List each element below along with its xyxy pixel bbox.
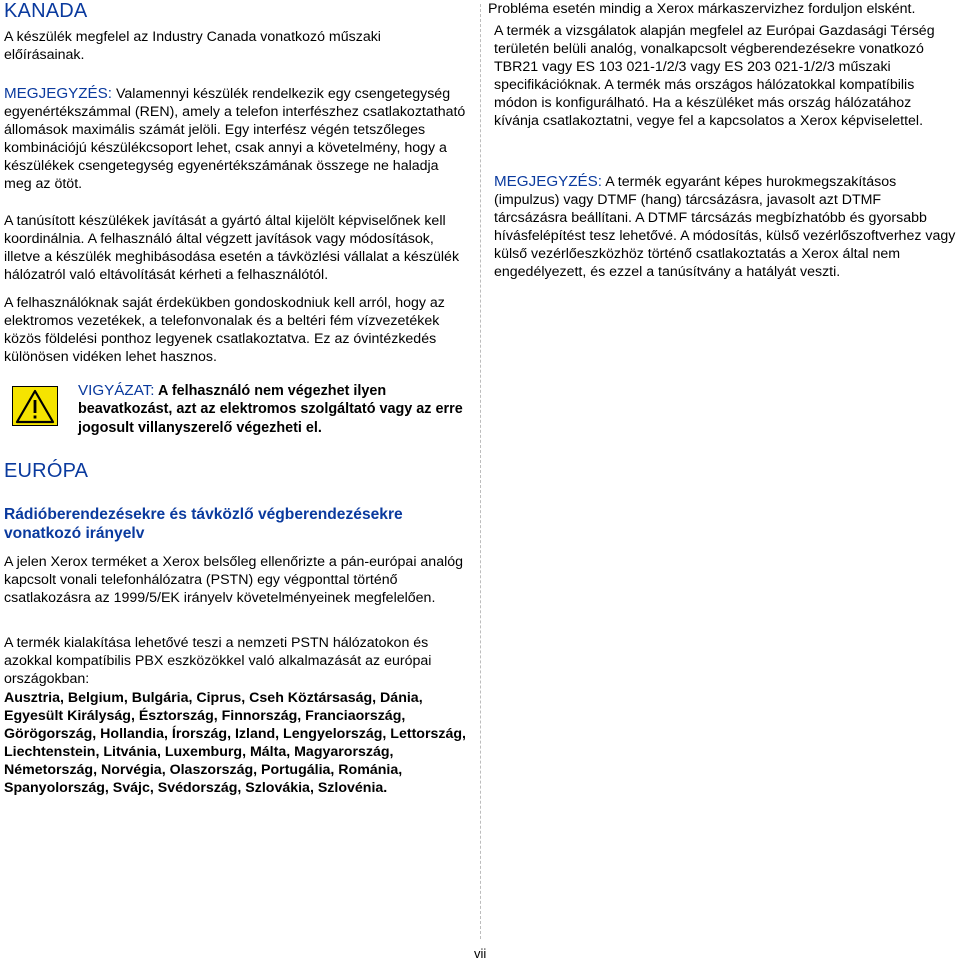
- kanada-note: [4, 85, 470, 194]
- section-title-europa: EURÓPA: [4, 460, 89, 482]
- warning-triangle-icon: [12, 386, 58, 426]
- europa-paragraph-1: A jelen Xerox terméket a Xerox belsőleg ellenőrizte a pán-európai analóg kapcsolt vonali telefonhálózatra (PSTN) egy végponttal történő csatlakozásra az 1999/5/EK irányelv követelményeinek megfelelően.: [4, 554, 464, 607]
- page-number: vii: [474, 946, 487, 961]
- right-paragraph-0: Probléma esetén mindig a Xerox márkaszervizhez forduljon elsként.: [488, 1, 916, 17]
- column-divider: [480, 4, 481, 939]
- caution-text: [78, 382, 468, 437]
- country-list: Ausztria, Belgium, Bulgária, Ciprus, Cseh Köztársaság, Dánia, Egyesült Királyság, Észtország, Finnország, Franciaország, Görögország, Hollandia, Írország, Izland, Lengyelország, Lettország, Liechtenstein, Litvánia, Luxemburg, Málta, Magyarország, Németország, Norvégia, Olaszország, Portugália, Románia, Spanyolország, Svájc, Svédország, Szlovákia, Szlovénia.: [4, 690, 466, 797]
- kanada-paragraph-2: A tanúsított készülékek javítását a gyártó által kijelölt képviselőnek kell koordinálnia. A felhasználó által végzett javítások vagy módosítások, illetve a készülék meghibásodása esetén a távközlési vállalat a készülék hálózatról való eltávolítását kérheti a felhasználótól.: [4, 213, 460, 284]
- europa-paragraph-2: A termék kialakítása lehetővé teszi a nemzeti PSTN hálózatokon és azokkal kompatíbilis PBX eszközökkel való alkalmazását az európai országokban:: [4, 635, 432, 688]
- kanada-paragraph-3: A felhasználóknak saját érdekükben gondoskodniuk kell arról, hogy az elektromos vezetékek, a telefonvonalak és a beltéri fém vízvezetékek közös földelési ponthoz legyenek csatlakoztatva. Ez az óvintézkedés különösen vidéken lehet hasznos.: [4, 295, 445, 366]
- note-text: Valamennyi készülék rendelkezik egy csengetegység egyenértékszámmal (REN), amely a telefon interfészhez csatlakoztatható állomások maximális számát jelöli. Egy interfész végén tetszőleges kombinációjú készülékcsoport lehet, csak annyi a követelmény, hogy a készülékek csengetegység egyenértékszámának összege ne haladja meg az ötöt.: [4, 86, 466, 193]
- note-label: MEGJEGYZÉS:: [494, 173, 603, 190]
- section-title-kanada: KANADA: [4, 0, 88, 22]
- europa-subtitle: Rádióberendezésekre és távközlő végberendezésekre vonatkozó irányelv: [4, 506, 403, 542]
- right-paragraph-1: A termék a vizsgálatok alapján megfelel az Európai Gazdasági Térség területén belüli analóg, vonalkapcsolt végberendezésekre vonatkozó TBR21 vagy ES 103 021-1/2/3 vagy ES 203 021-1/2/3 műszaki specifikációknak. A termék más országos hálózatokkal kompatíbilis módon is konfigurálható. Ha a készüléket más ország hálózatához kívánja csatlakoztatni, vegye fel a kapcsolatos a Xerox képviselettel.: [494, 23, 935, 130]
- caution-label: VIGYÁZAT:: [78, 382, 155, 399]
- note-text: A termék egyaránt képes hurokmegszakításos (impulzus) vagy DTMF (hang) tárcsázásra, javasolt azt DTMF tárcsázásra beállítani. A DTMF tárcsázás megbízhatóbb és gyorsabb hívásfelépítést tesz lehetővé. A módosítás, külső vezérlőszoftverhez vagy külső vezérlőeszközhöz történő csatlakoztatás a Xerox által nem engedélyezett, és ezzel a tanúsítvány a hatályát veszti.: [494, 174, 956, 281]
- caution-body: A felhasználó nem végezhet ilyen beavatkozást, azt az elektromos szolgáltató vagy az erre jogosult villanyszerelő végezheti el.: [78, 383, 463, 436]
- note-label: MEGJEGYZÉS:: [4, 85, 113, 102]
- kanada-paragraph-1: A készülék megfelel az Industry Canada vonatkozó műszaki előírásainak.: [4, 29, 381, 64]
- right-note: [494, 173, 956, 282]
